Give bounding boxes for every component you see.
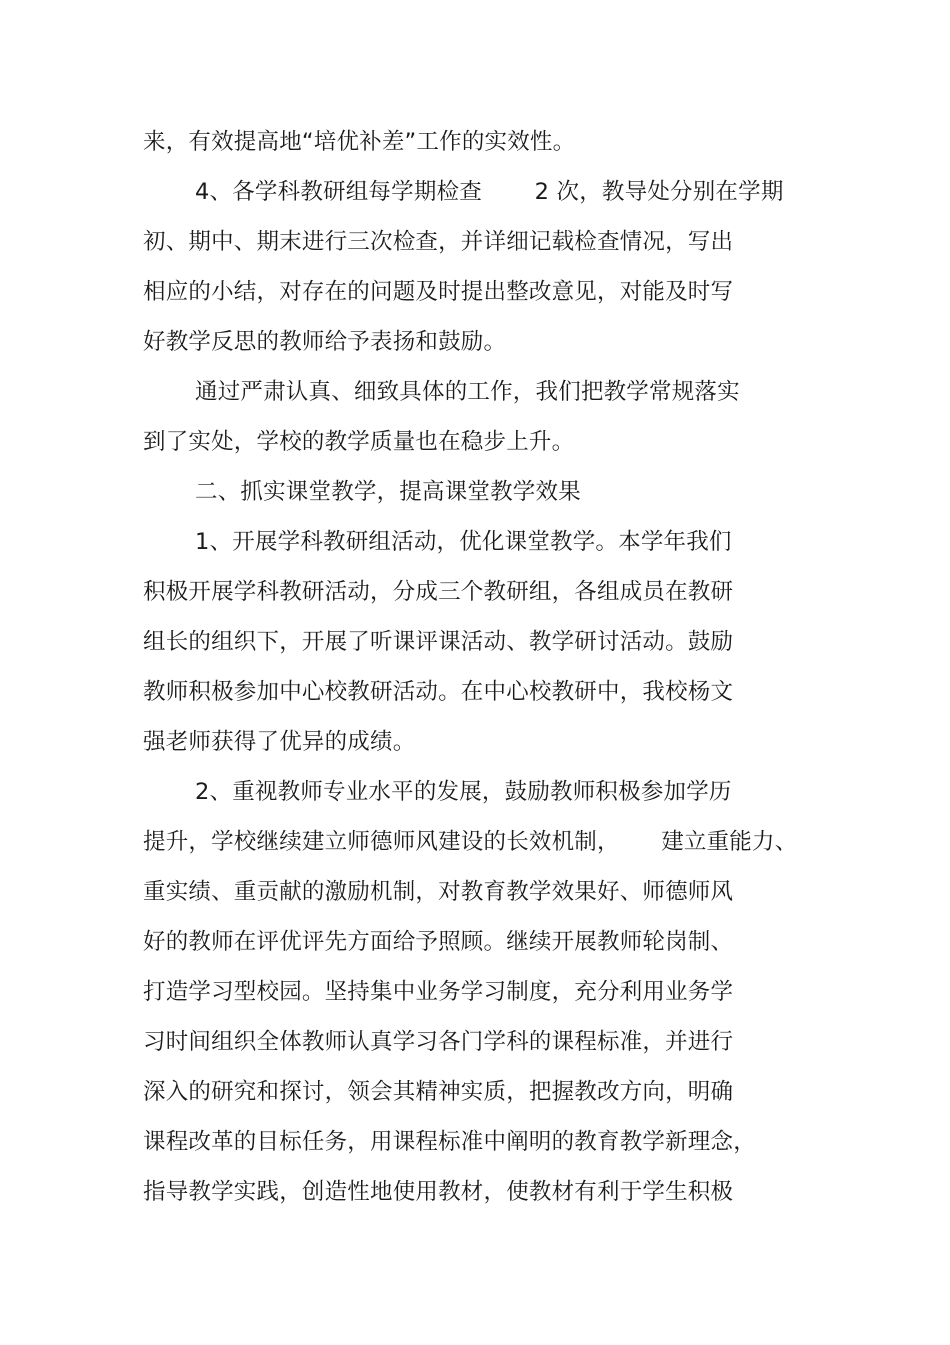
- text-line: 1、开展学科教研组活动，优化课堂教学。本学年我们: [195, 529, 732, 555]
- text-line: 指导教学实践，创造性地使用教材，使教材有利于学生积极: [143, 1179, 734, 1205]
- section-heading: 二、抓实课堂教学，提高课堂教学效果: [195, 479, 581, 505]
- text-line: 相应的小结，对存在的问题及时提出整改意见，对能及时写: [143, 279, 734, 305]
- text-line: 习时间组织全体教师认真学习各门学科的课程标准，并进行: [143, 1029, 734, 1055]
- text-line: 打造学习型校园。坚持集中业务学习制度，充分利用业务学: [143, 979, 734, 1005]
- text-line: 好的教师在评优评先方面给予照顾。继续开展教师轮岗制、: [143, 929, 734, 955]
- text-line: 到了实处，学校的教学质量也在稳步上升。: [143, 429, 575, 455]
- text-line: 教师积极参加中心校教研活动。在中心校教研中，我校杨文: [143, 679, 734, 705]
- text-line: 初、期中、期末进行三次检查，并详细记载检查情况，写出: [143, 229, 734, 255]
- text-line: 来，有效提高地“培优补差”工作的实效性。: [143, 129, 576, 155]
- text-line: 4、各学科教研组每学期检查 2 次，教导处分别在学期: [195, 179, 784, 205]
- text-line: 积极开展学科教研活动，分成三个教研组，各组成员在教研: [143, 579, 734, 605]
- text-line: 深入的研究和探讨，领会其精神实质，把握教改方向，明确: [143, 1079, 734, 1105]
- text-line: 课程改革的目标任务，用课程标准中阐明的教育教学新理念，: [143, 1129, 756, 1155]
- text-line: 好教学反思的教师给予表扬和鼓励。: [143, 329, 507, 355]
- text-line: 强老师获得了优异的成绩。: [143, 729, 416, 755]
- text-line: 重实绩、重贡献的激励机制，对教育教学效果好、师德师风: [143, 879, 734, 905]
- text-line: 通过严肃认真、细致具体的工作，我们把教学常规落实: [195, 379, 740, 405]
- text-line: 组长的组织下，开展了听课评课活动、教学研讨活动。鼓励: [143, 629, 734, 655]
- text-line: 提升，学校继续建立师德师风建设的长效机制， 建立重能力、: [143, 829, 798, 855]
- text-line: 2、重视教师专业水平的发展，鼓励教师积极参加学历: [195, 779, 732, 805]
